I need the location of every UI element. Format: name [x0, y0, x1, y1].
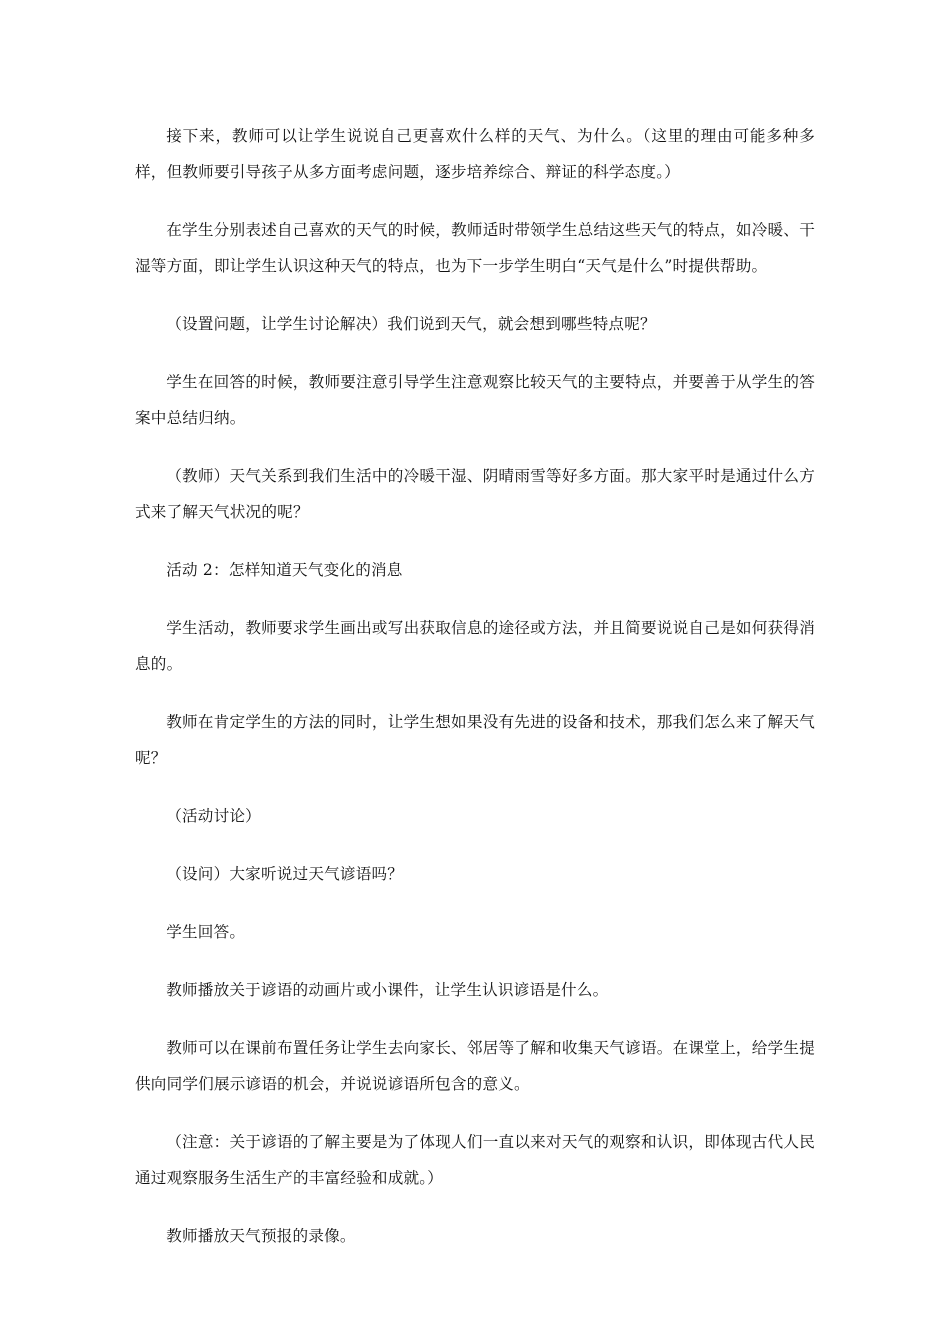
paragraph-1: 接下来，教师可以让学生说说自己更喜欢什么样的天气、为什么。（这里的理由可能多种多样，但教师要引导孩子从多方面考虑问题，逐步培养综合、辩证的科学态度。）: [135, 127, 815, 181]
paragraph-7: 学生活动，教师要求学生画出或写出获取信息的途径或方法，并且简要说说自己是如何获得消息的。: [135, 619, 815, 673]
paragraph-5: （教师）天气关系到我们生活中的冷暖干湿、阴晴雨雪等好多方面。那大家平时是通过什么方式来了解天气状况的呢？: [135, 467, 815, 521]
paragraph-8: 教师在肯定学生的方法的同时，让学生想如果没有先进的设备和技术，那我们怎么来了解天气呢？: [135, 713, 815, 767]
activity-heading: 活动 2：怎样知道天气变化的消息: [166, 561, 403, 579]
paragraph-14: （注意：关于谚语的了解主要是为了体现人们一直以来对天气的观察和认识，即体现古代人民通过观察服务生活生产的丰富经验和成就。）: [135, 1133, 815, 1187]
paragraph-11: 学生回答。: [166, 923, 246, 941]
paragraph-13: 教师可以在课前布置任务让学生去向家长、邻居等了解和收集天气谚语。在课堂上，给学生提供向同学们展示谚语的机会，并说说谚语所包含的意义。: [135, 1039, 815, 1093]
paragraph-15: 教师播放天气预报的录像。: [166, 1227, 356, 1245]
paragraph-9: （活动讨论）: [166, 807, 261, 825]
paragraph-4: 学生在回答的时候，教师要注意引导学生注意观察比较天气的主要特点，并要善于从学生的答案中总结归纳。: [135, 373, 815, 427]
paragraph-10: （设问）大家听说过天气谚语吗？: [166, 865, 404, 883]
paragraph-3: （设置问题，让学生讨论解决）我们说到天气，就会想到哪些特点呢？: [166, 315, 656, 333]
document-page: [135, 118, 815, 1276]
paragraph-2: 在学生分别表述自己喜欢的天气的时候，教师适时带领学生总结这些天气的特点，如冷暖、干湿等方面，即让学生认识这种天气的特点，也为下一步学生明白“天气是什么”时提供帮助。: [135, 221, 815, 275]
paragraph-12: 教师播放关于谚语的动画片或小课件，让学生认识谚语是什么。: [166, 981, 609, 999]
